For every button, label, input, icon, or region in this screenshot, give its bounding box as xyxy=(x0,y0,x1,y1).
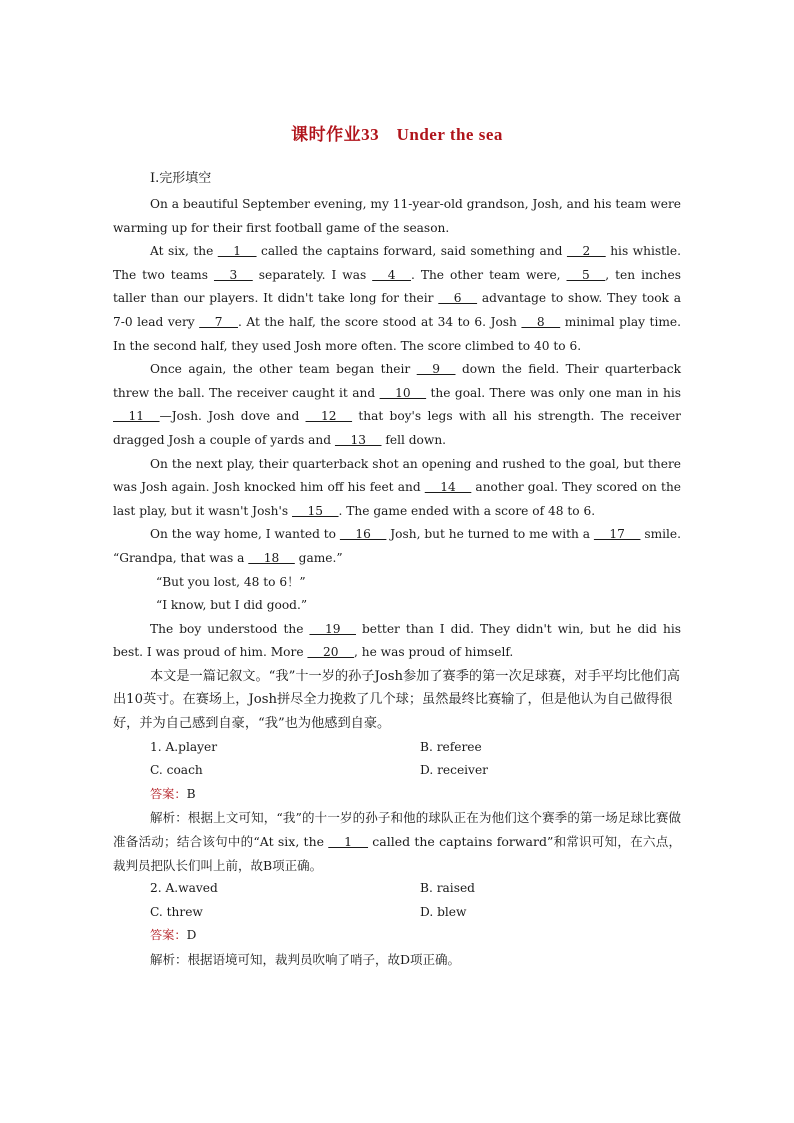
text-segment: On the way home, I wanted to xyxy=(150,527,340,542)
text-segment: advantage to show. They took a 7-0 lead very xyxy=(113,291,682,329)
text-segment: 解析：根据语境可知，裁判员吹响了哨子，故D项正确。 xyxy=(150,952,461,967)
text-segment: At six, the xyxy=(150,244,218,259)
option-b: B. referee xyxy=(420,739,482,754)
option-d: D. receiver xyxy=(420,763,488,778)
blank-9: 9 xyxy=(416,362,456,377)
passage-summary: 本文是一篇记叙文。“我”十一岁的孙子Josh参加了赛季的第一次足球赛，对手平均比他们高出10英寸。在赛场上，Josh拼尽全力挽救了几个球；虽然最终比赛输了，但是他认为自己做得很好，并为自己感到自豪，“我”也为他感到自豪。 xyxy=(113,668,680,732)
option-c: C. threw xyxy=(150,904,203,919)
blank-8: 8 xyxy=(521,314,561,329)
answer-value: B xyxy=(186,786,196,801)
text-segment: fell down. xyxy=(381,432,447,447)
option-b: B. raised xyxy=(420,881,475,896)
blank-6: 6 xyxy=(438,291,478,306)
question-1 xyxy=(113,736,681,878)
blank-14: 14 xyxy=(424,480,472,495)
answer-value: D xyxy=(186,928,197,943)
option-d: D. blew xyxy=(420,904,467,919)
text-segment: 解析：根据上文可知，“我”的十一岁的孙子和他的球队正在为他们这个赛季的第一场足球比赛做准备活动；结合该句中的“At six, the xyxy=(113,810,681,850)
text-segment: called the captains forward, said something and xyxy=(256,244,567,259)
text-segment: down the field. Their quarterback threw the ball. The receiver caught it and xyxy=(113,362,681,400)
question-2 xyxy=(113,877,681,971)
blank-13: 13 xyxy=(334,432,382,447)
blank-1: 1 xyxy=(328,834,369,850)
passage-paragraph xyxy=(113,240,681,358)
passage-paragraph xyxy=(113,571,681,595)
answer-label: 答案： xyxy=(150,786,187,801)
page-title: 课时作业33 Under the sea xyxy=(291,125,503,144)
text-segment: . At the half, the score stood at 34 to 6. Josh xyxy=(237,314,522,329)
page xyxy=(113,120,681,972)
text-segment: minimal play time. In the second half, they used Josh more often. The score climbed to 40 to 6. xyxy=(113,314,681,353)
text-segment: , he was proud of himself. xyxy=(353,645,514,660)
section-heading: Ⅰ.完形填空 xyxy=(150,171,212,186)
option-a: 1. A.player xyxy=(150,739,218,754)
text-segment: On a beautiful September evening, my 11-year-old grandson, Josh, and his team were warming up for their first football game of the season. xyxy=(113,197,681,235)
blank-15: 15 xyxy=(292,503,339,518)
text-segment: separately. I was xyxy=(252,267,373,282)
option-a: 2. A.waved xyxy=(150,881,218,896)
explanation xyxy=(113,948,681,972)
answer-line xyxy=(113,783,681,807)
explanation xyxy=(113,806,681,877)
blank-16: 16 xyxy=(339,527,387,542)
blank-11: 11 xyxy=(113,409,160,424)
blank-7: 7 xyxy=(199,314,238,329)
text-segment: —Josh. Josh dove and xyxy=(159,409,306,424)
blank-4: 4 xyxy=(372,267,411,282)
text-segment: that boy's legs with all his strength. The receiver dragged Josh a couple of yards and xyxy=(113,409,681,447)
text-segment: smile. “Grandpa, that was a xyxy=(113,527,682,565)
answer-label: 答案： xyxy=(150,928,187,943)
text-segment: the goal. There was only one man in his xyxy=(426,385,681,400)
passage-paragraph xyxy=(113,618,681,665)
text-segment: . The other team were, xyxy=(410,267,567,282)
blank-12: 12 xyxy=(305,409,353,424)
text-segment: his whistle. The two teams xyxy=(113,244,681,282)
passage-paragraph xyxy=(113,193,681,240)
blank-10: 10 xyxy=(379,385,427,400)
text-segment: better than I did. They didn't win, but he did his best. I was proud of him. More xyxy=(113,621,682,660)
answer-line xyxy=(113,924,681,948)
text-segment: Once again, the other team began their xyxy=(150,362,417,377)
text-segment: , ten inches taller than our players. It didn't take long for their xyxy=(113,267,681,306)
blank-20: 20 xyxy=(307,645,354,660)
passage-paragraph xyxy=(113,523,681,570)
text-segment: another goal. They scored on the last play, but it wasn't Josh's xyxy=(113,480,682,518)
options xyxy=(113,877,681,924)
blank-1: 1 xyxy=(217,244,257,259)
blank-5: 5 xyxy=(566,267,606,282)
text-segment: Josh, but he turned to me with a xyxy=(386,527,594,542)
blank-2: 2 xyxy=(566,244,606,259)
text-segment: game.” xyxy=(294,550,343,565)
text-segment: “I know, but I did good.” xyxy=(156,598,308,613)
text-segment: The boy understood the xyxy=(150,621,310,636)
text-segment: “But you lost, 48 to 6！” xyxy=(156,574,306,589)
text-segment: On the next play, their quarterback shot an opening and rushed to the goal, but there was Josh again. Josh knocked him off his feet and xyxy=(113,456,681,495)
passage-paragraph xyxy=(113,358,681,452)
blank-18: 18 xyxy=(248,550,295,565)
blank-17: 17 xyxy=(593,527,641,542)
blank-19: 19 xyxy=(309,621,356,636)
options xyxy=(113,736,681,783)
text-segment: . The game ended with a score of 48 to 6. xyxy=(338,503,596,518)
passage-paragraph xyxy=(113,594,681,618)
option-c: C. coach xyxy=(150,763,203,778)
text-segment: called the captains forward”和常识可知，在六点，裁判员把队长们叫上前，故B项正确。 xyxy=(113,834,681,873)
blank-3: 3 xyxy=(213,267,253,282)
passage-paragraph xyxy=(113,453,681,524)
